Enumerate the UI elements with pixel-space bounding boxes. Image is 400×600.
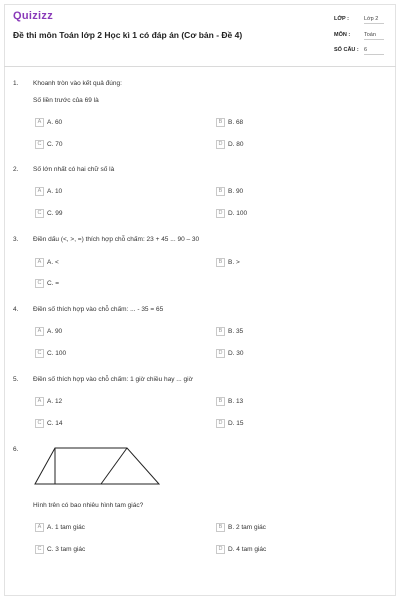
- option-letter-box: C: [35, 349, 44, 358]
- option-d[interactable]: [216, 418, 244, 428]
- question-number: 1.: [13, 80, 19, 87]
- option-letter-box: C: [35, 545, 44, 554]
- question-number: 3.: [13, 236, 19, 243]
- option-d[interactable]: [216, 208, 247, 218]
- question-text: Hình trên có bao nhiêu hình tam giác?: [33, 502, 144, 509]
- question-number: 5.: [13, 376, 19, 383]
- option-a[interactable]: [35, 396, 62, 406]
- option-letter-box: A: [35, 187, 44, 196]
- meta-value-count: 6: [364, 47, 384, 55]
- option-letter-box: B: [216, 523, 225, 532]
- question-text: Điền số thích hợp vào chỗ chấm: 1 giờ chiều hay ... giờ: [33, 376, 193, 383]
- option-letter-box: A: [35, 523, 44, 532]
- question-number: 2.: [13, 166, 19, 173]
- meta-label-class: LỚP :: [334, 16, 349, 22]
- option-text: D. 30: [228, 349, 244, 357]
- option-a[interactable]: [35, 117, 62, 127]
- option-b[interactable]: [216, 257, 240, 267]
- question-text: Khoanh tròn vào kết quả đúng:: [33, 80, 122, 87]
- option-letter-box: D: [216, 349, 225, 358]
- option-d[interactable]: [216, 348, 244, 358]
- option-d[interactable]: [216, 544, 266, 554]
- option-text: C. 99: [47, 209, 63, 217]
- option-text: D. 100: [228, 209, 248, 217]
- option-letter-box: A: [35, 258, 44, 267]
- option-text: A. 1 tam giác: [47, 523, 85, 531]
- option-letter-box: C: [35, 209, 44, 218]
- meta-label-subject: MÔN :: [334, 32, 351, 38]
- option-text: B. 90: [228, 187, 244, 195]
- option-text: B. 35: [228, 327, 244, 335]
- option-text: C. 100: [47, 349, 67, 357]
- option-letter-box: D: [216, 209, 225, 218]
- option-letter-box: B: [216, 118, 225, 127]
- option-letter-box: C: [35, 279, 44, 288]
- trapezoid-outline: [35, 448, 159, 484]
- triangle-figure: [33, 446, 163, 486]
- header-divider: [4, 66, 396, 67]
- option-text: B. 68: [228, 118, 244, 126]
- option-text: A. 10: [47, 187, 63, 195]
- option-c[interactable]: [35, 139, 63, 149]
- option-text: A. 12: [47, 397, 63, 405]
- option-b[interactable]: [216, 186, 243, 196]
- page-title: Đề thi môn Toán lớp 2 Học kì 1 có đáp án (Cơ bản - Đề 4): [13, 30, 243, 40]
- option-c[interactable]: [35, 418, 63, 428]
- option-text: C. 14: [47, 419, 63, 427]
- option-letter-box: A: [35, 327, 44, 336]
- option-c[interactable]: [35, 348, 66, 358]
- option-letter-box: D: [216, 419, 225, 428]
- question-text: Số lớn nhất có hai chữ số là: [33, 166, 115, 173]
- option-text: C. =: [47, 279, 60, 287]
- option-b[interactable]: [216, 117, 243, 127]
- option-letter-box: B: [216, 258, 225, 267]
- option-d[interactable]: [216, 139, 244, 149]
- diagonal-line: [101, 448, 127, 484]
- option-text: D. 15: [228, 419, 244, 427]
- option-letter-box: B: [216, 397, 225, 406]
- option-a[interactable]: [35, 186, 62, 196]
- meta-value-class: Lớp 2: [364, 16, 384, 24]
- option-b[interactable]: [216, 396, 243, 406]
- option-c[interactable]: [35, 208, 63, 218]
- option-text: B. 2 tam giác: [228, 523, 266, 531]
- option-text: C. 3 tam giác: [47, 545, 86, 553]
- option-letter-box: D: [216, 140, 225, 149]
- question-text: Điền dấu (<, >, =) thích hợp chỗ chấm: 23 + 45 ... 90 – 30: [33, 236, 200, 243]
- option-letter-box: A: [35, 397, 44, 406]
- option-a[interactable]: [35, 522, 85, 532]
- option-text: A. 90: [47, 327, 63, 335]
- option-letter-box: C: [35, 419, 44, 428]
- option-c[interactable]: [35, 544, 85, 554]
- option-letter-box: D: [216, 545, 225, 554]
- question-number: 4.: [13, 306, 19, 313]
- option-text: B. >: [228, 258, 240, 266]
- option-c[interactable]: [35, 278, 59, 288]
- quizizz-logo: Quizizz: [13, 10, 53, 22]
- question-text: Điền số thích hợp vào chỗ chấm: ... - 35 = 65: [33, 306, 164, 313]
- option-letter-box: C: [35, 140, 44, 149]
- option-text: D. 80: [228, 140, 244, 148]
- option-a[interactable]: [35, 326, 62, 336]
- option-letter-box: A: [35, 118, 44, 127]
- option-text: B. 13: [228, 397, 244, 405]
- meta-label-count: SỐ CÂU :: [334, 47, 359, 53]
- option-letter-box: B: [216, 187, 225, 196]
- option-a[interactable]: [35, 257, 59, 267]
- option-b[interactable]: [216, 522, 266, 532]
- question-subtext: Số liền trước của 69 là: [33, 97, 99, 104]
- option-letter-box: B: [216, 327, 225, 336]
- option-text: C. 70: [47, 140, 63, 148]
- option-text: D. 4 tam giác: [228, 545, 267, 553]
- option-text: A. <: [47, 258, 59, 266]
- option-text: A. 60: [47, 118, 63, 126]
- question-number: 6.: [13, 446, 19, 453]
- meta-value-subject: Toán: [364, 32, 384, 40]
- option-b[interactable]: [216, 326, 243, 336]
